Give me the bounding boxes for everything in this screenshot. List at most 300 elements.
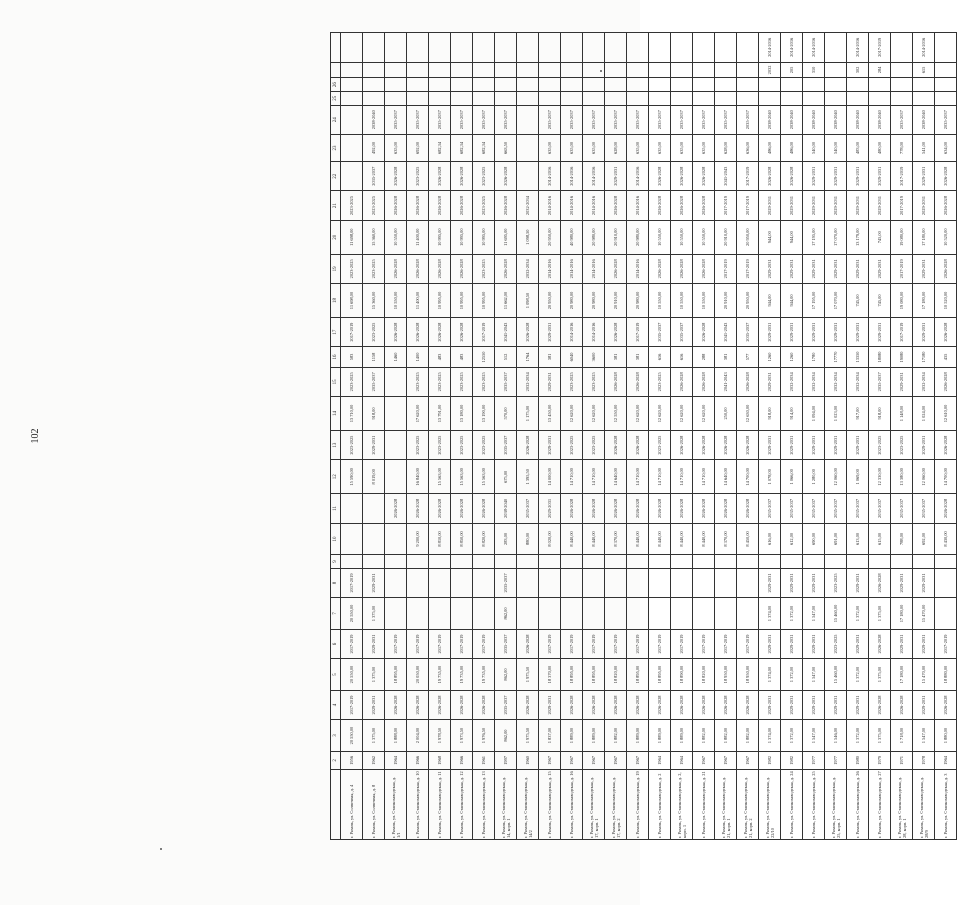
table-cell xyxy=(847,555,869,569)
table-cell xyxy=(429,568,451,597)
table-cell: 2035-2037 xyxy=(847,494,869,523)
table-cell xyxy=(715,91,737,105)
table-cell xyxy=(627,598,649,630)
table-cell: 2023-2025 xyxy=(429,367,451,396)
table-cell: 18 895,00 xyxy=(561,659,583,691)
table-cell: 2023-2025 xyxy=(561,430,583,459)
table-cell: 283,00 xyxy=(495,523,517,555)
table-cell: 2029-2031 xyxy=(803,191,825,220)
table-cell: 2035-2037 xyxy=(495,105,517,134)
table-cell: 8 440,00 xyxy=(693,523,715,555)
table-cell: 1966 xyxy=(407,751,429,769)
table-cell: 2026-2028 xyxy=(935,430,957,459)
table-cell xyxy=(803,78,825,92)
table-cell: 628,00 xyxy=(715,134,737,161)
table-cell: 2038-2040 xyxy=(803,105,825,134)
table-cell xyxy=(803,91,825,105)
table-cell: 914,00 xyxy=(781,397,803,431)
table-cell: 12 060,00 xyxy=(913,460,935,494)
table-row xyxy=(759,33,781,840)
table-cell: 2029-2031 xyxy=(847,191,869,220)
table-cell: 17 620,00 xyxy=(407,397,429,431)
table-cell: 2026-2028 xyxy=(429,690,451,719)
table-cell: 18 820,00 xyxy=(605,659,627,691)
table-cell: 692,00 xyxy=(407,134,429,161)
table-cell xyxy=(517,33,539,63)
table-cell: 1 023,00 xyxy=(825,397,847,431)
table-cell: 2029-2031 xyxy=(363,629,385,658)
table-cell: 2035-2037 xyxy=(781,494,803,523)
table-cell: 1 374,00 xyxy=(759,720,781,752)
table-cell: 20 910,00 xyxy=(605,220,627,254)
table-cell xyxy=(737,598,759,630)
table-cell: 2014-2016 xyxy=(561,317,583,346)
table-cell: 2026-2028 xyxy=(561,690,583,719)
table-cell: 17 195,00 xyxy=(803,220,825,254)
table-cell: 2035-2037 xyxy=(759,494,781,523)
table-cell xyxy=(605,91,627,105)
table-row xyxy=(693,33,715,840)
table-cell: 10 995,00 xyxy=(429,284,451,318)
table-cell: 2026-2028 xyxy=(649,162,671,191)
table-cell xyxy=(451,555,473,569)
table-cell xyxy=(385,430,407,459)
table-cell: 2029-2031 xyxy=(869,254,891,283)
table-cell: 2035-2037 xyxy=(891,494,913,523)
table-cell: 1 024,00 xyxy=(913,397,935,431)
table-cell xyxy=(473,555,495,569)
table-cell xyxy=(495,91,517,105)
table-cell xyxy=(561,568,583,597)
table-cell: 691,00 xyxy=(825,523,847,555)
table-cell: 2029-2031 xyxy=(913,690,935,719)
table-cell: 636,00 xyxy=(737,134,759,161)
table-cell: 10 995,00 xyxy=(473,284,495,318)
table-cell xyxy=(583,33,605,63)
table-cell: 2035-2037 xyxy=(429,105,451,134)
table-cell: 2026-2028 xyxy=(429,317,451,346)
table-cell: 540,00 xyxy=(825,134,847,161)
table-cell: 12 610,00 xyxy=(935,397,957,431)
table-cell: 635,00 xyxy=(627,134,649,161)
table-cell xyxy=(517,568,539,597)
table-cell: 10 995,00 xyxy=(473,220,495,254)
table-cell: 2023-2025 xyxy=(473,162,495,191)
table-cell: 2023-2025 xyxy=(341,430,363,459)
table-cell: 2023-2025 xyxy=(891,430,913,459)
table-cell xyxy=(891,91,913,105)
table-cell: 1964 xyxy=(671,751,693,769)
table-cell xyxy=(693,568,715,597)
table-cell: 2026-2028 xyxy=(473,494,495,523)
table-cell: 2035-2037 xyxy=(583,105,605,134)
table-cell: 2023-2025 xyxy=(583,367,605,396)
table-cell: 2017-2019 xyxy=(451,629,473,658)
table-cell: 1967 xyxy=(627,751,649,769)
table-cell: 616 xyxy=(671,347,693,367)
table-cell: 2026-2028 xyxy=(583,494,605,523)
table-cell: 2038-2040 xyxy=(759,105,781,134)
table-cell: 2026-2028 xyxy=(385,191,407,220)
table-cell: 2038-2040 xyxy=(363,105,385,134)
table-cell xyxy=(495,33,517,63)
table-cell: 2026-2028 xyxy=(627,367,649,396)
table-cell: 2029-2031 xyxy=(891,629,913,658)
table-cell xyxy=(473,91,495,105)
table-cell: 2023-2025 xyxy=(825,629,847,658)
table-cell xyxy=(583,555,605,569)
address-cell: г. Рязань, ул. Станкозаводская, д. 14/2 xyxy=(517,769,539,839)
table-cell: 1 978,50 xyxy=(429,720,451,752)
table-cell: 2023-2025 xyxy=(363,317,385,346)
table-cell xyxy=(913,555,935,569)
address-cell: г. Рязань, ул. Станкозаводская, д. 19 xyxy=(627,769,649,839)
table-row xyxy=(451,33,473,840)
table-cell: 2023-2025 xyxy=(363,254,385,283)
table-cell: 2014-2016 xyxy=(561,162,583,191)
table-cell: 2023-2025 xyxy=(561,367,583,396)
table-cell: 2029-2031 xyxy=(825,191,847,220)
table-cell: 2029-2031 xyxy=(605,162,627,191)
table-cell: 2035-2037 xyxy=(451,105,473,134)
table-cell: 2029-2031 xyxy=(869,191,891,220)
table-cell: 381 xyxy=(539,347,561,367)
table-cell xyxy=(341,134,363,161)
table-cell xyxy=(671,78,693,92)
table-cell: 2026-2028 xyxy=(385,317,407,346)
table-cell: 2026-2028 xyxy=(385,494,407,523)
table-cell: 310 xyxy=(803,62,825,78)
address-cell: г. Рязань, ул. Станкозаводская, д. 15 xyxy=(539,769,561,839)
table-cell: 2032-2034 xyxy=(847,367,869,396)
table-cell: 435 xyxy=(935,347,957,367)
table-cell xyxy=(429,598,451,630)
address-cell: г. Рязань, ул. Станкозаводская, д. 11 xyxy=(429,769,451,839)
table-cell: 2026-2028 xyxy=(737,690,759,719)
table-cell: 944,00 xyxy=(781,284,803,318)
table-cell: 483,00 xyxy=(847,134,869,161)
table-cell xyxy=(825,62,847,78)
table-cell: 862,00 xyxy=(495,598,517,630)
table-cell: 2035-2037 xyxy=(495,568,517,597)
table-cell xyxy=(737,91,759,105)
table-cell: 1 975,50 xyxy=(517,659,539,691)
table-cell xyxy=(935,568,957,597)
table-cell: 14 710,00 xyxy=(693,460,715,494)
table-cell: 2023-2025 xyxy=(341,254,363,283)
table-cell: 2026-2028 xyxy=(869,690,891,719)
table-cell: 1977 xyxy=(825,751,847,769)
header-cell: 16 xyxy=(331,347,341,367)
table-cell: 18 890,00 xyxy=(671,659,693,691)
table-cell: 1971 xyxy=(891,751,913,769)
table-cell xyxy=(539,568,561,597)
table-cell xyxy=(935,598,957,630)
table-cell: 18 895,00 xyxy=(627,659,649,691)
table-cell: 2032-2034 xyxy=(781,367,803,396)
table-row xyxy=(363,33,385,840)
table-cell: 17 180,00 xyxy=(913,220,935,254)
table-cell: 1977 xyxy=(803,751,825,769)
table-cell xyxy=(429,78,451,92)
table-cell: 612,00 xyxy=(781,523,803,555)
table-cell: 635,00 xyxy=(693,134,715,161)
table-cell: 10 520,00 xyxy=(935,284,957,318)
table-cell: 14 700,00 xyxy=(737,460,759,494)
table-cell: 862,00 xyxy=(495,659,517,691)
table-cell: 3600 xyxy=(583,347,605,367)
table-cell: 1 882,00 xyxy=(715,720,737,752)
table-cell: 2017-2019 xyxy=(341,568,363,597)
table-cell: 1997 xyxy=(495,751,517,769)
table-cell: 2023-2025 xyxy=(363,191,385,220)
table-cell xyxy=(605,78,627,92)
table-cell: 2017-2019 xyxy=(473,629,495,658)
table-row xyxy=(495,33,517,840)
table-cell: 2029-2031 xyxy=(539,430,561,459)
table-cell xyxy=(693,598,715,630)
table-cell: 2026-2028 xyxy=(605,191,627,220)
table-cell: 2041-2043 xyxy=(715,317,737,346)
table-cell: 2035-2037 xyxy=(935,105,957,134)
table-cell: 20 980,00 xyxy=(627,284,649,318)
table-cell: 2029-2031 xyxy=(781,191,803,220)
table-cell: 11 400,00 xyxy=(407,220,429,254)
table-cell: 13 380,00 xyxy=(891,460,913,494)
table-cell: 2029-2031 xyxy=(869,317,891,346)
table-cell: 2029-2031 xyxy=(759,317,781,346)
address-cell: г. Рязань, ул. Станкозаводская, д. 1/1 xyxy=(385,769,407,839)
table-cell xyxy=(429,33,451,63)
table-cell xyxy=(385,555,407,569)
table-cell: 2026-2028 xyxy=(759,162,781,191)
table-cell: 1 094,00 xyxy=(803,397,825,431)
table-cell: 635,00 xyxy=(539,134,561,161)
table-cell: 880,00 xyxy=(517,523,539,555)
table-cell: 8 370,00 xyxy=(715,523,737,555)
table-cell xyxy=(605,62,627,78)
table-cell: 2029-2031 xyxy=(825,690,847,719)
table-cell: 2023-2025 xyxy=(451,367,473,396)
table-cell xyxy=(935,33,957,63)
table-cell: 17 180,00 xyxy=(891,659,913,691)
table-cell: 2035-2037 xyxy=(495,430,517,459)
table-cell: 2023-2025 xyxy=(407,430,429,459)
table-cell: 2017-2019 xyxy=(693,629,715,658)
address-cell: г. Рязань, ул. Станкозаводская, д. 21, корп. 2 xyxy=(737,769,759,839)
table-cell: 10 550,00 xyxy=(671,284,693,318)
table-cell: 11 698,00 xyxy=(341,220,363,254)
table-row xyxy=(341,33,363,840)
table-cell: 2026-2028 xyxy=(649,494,671,523)
table-cell: 682,34 xyxy=(429,134,451,161)
address-cell: г. Рязань, ул. Станкозаводская, д. 24 xyxy=(781,769,803,839)
table-cell: 1 546,00 xyxy=(825,720,847,752)
table-cell: 2026-2028 xyxy=(715,690,737,719)
table-cell xyxy=(627,555,649,569)
table-cell xyxy=(451,568,473,597)
table-cell xyxy=(429,62,451,78)
table-cell: 1 837,00 xyxy=(539,720,561,752)
table-cell: 1982 xyxy=(781,751,803,769)
table-cell: 8 440,00 xyxy=(649,523,671,555)
table-cell: 19 080,00 xyxy=(891,220,913,254)
table-cell: 2041-2043 xyxy=(715,367,737,396)
table-cell: 2026-2028 xyxy=(429,494,451,523)
table-cell xyxy=(605,33,627,63)
table-cell xyxy=(539,91,561,105)
table-cell: 10 550,00 xyxy=(385,220,407,254)
table-cell xyxy=(737,78,759,92)
table-cell xyxy=(693,78,715,92)
table-cell: 2035-2037 xyxy=(627,105,649,134)
table-cell: 1 375,00 xyxy=(363,598,385,630)
table-cell: 2023-2025 xyxy=(649,430,671,459)
table-cell: 2026-2028 xyxy=(605,494,627,523)
table-cell xyxy=(781,555,803,569)
table-cell xyxy=(517,162,539,191)
table-cell: 1967 xyxy=(605,751,627,769)
table-cell xyxy=(517,91,539,105)
table-cell: 15 460,00 xyxy=(825,598,847,630)
table-cell xyxy=(627,568,649,597)
table-cell: 2038-2040 xyxy=(781,105,803,134)
table-cell: 13 179,00 xyxy=(847,220,869,254)
table-cell: 2014-2016 xyxy=(627,191,649,220)
table-cell: 1 973,50 xyxy=(451,720,473,752)
table-cell xyxy=(385,568,407,597)
table-cell: 2035-2037 xyxy=(495,367,517,396)
table-cell: 12 620,00 xyxy=(649,397,671,431)
table-cell: 2035-2037 xyxy=(473,105,495,134)
address-cell: г. Рязань, ул. Станкозаводская, д. 16 xyxy=(561,769,583,839)
table-cell: 2026-2028 xyxy=(407,254,429,283)
table-cell: 2014-2016 xyxy=(583,317,605,346)
table-cell: 20 910,00 xyxy=(605,284,627,318)
table-cell: 2026-2028 xyxy=(693,191,715,220)
table-cell: 12 620,00 xyxy=(671,397,693,431)
table-cell: 2026-2028 xyxy=(495,254,517,283)
table-cell: 2026-2028 xyxy=(407,690,429,719)
table-cell xyxy=(561,33,583,63)
table-cell: 1 066,00 xyxy=(781,460,803,494)
table-cell: 2026-2028 xyxy=(517,690,539,719)
header-cell: 13 xyxy=(331,430,341,459)
address-cell: г. Рязань, ул. Солнечная, д. 4 xyxy=(341,769,363,839)
table-cell: 2035-2037 xyxy=(517,494,539,523)
table-cell xyxy=(583,78,605,92)
table-cell: 778,00 xyxy=(891,134,913,161)
table-cell xyxy=(825,91,847,105)
table-cell xyxy=(649,78,671,92)
header-cell: 26 xyxy=(331,78,341,92)
table-cell: 1460 xyxy=(385,347,407,367)
table-cell xyxy=(451,78,473,92)
table-cell: 1 372,00 xyxy=(847,598,869,630)
table-cell: 2023-2025 xyxy=(649,367,671,396)
table-cell: 2017-2019 xyxy=(605,629,627,658)
table-cell: 17 180,00 xyxy=(913,284,935,318)
table-cell: 13 450,00 xyxy=(539,397,561,431)
table-cell: 486,00 xyxy=(781,134,803,161)
table-cell: 1 375,00 xyxy=(869,598,891,630)
table-cell xyxy=(715,33,737,63)
table-cell: 2026-2028 xyxy=(671,367,693,396)
table-cell: 15 470,00 xyxy=(913,659,935,691)
table-cell: 2035-2037 xyxy=(891,105,913,134)
table-cell: 2032-2034 xyxy=(803,367,825,396)
table-cell: 8 020,00 xyxy=(539,523,561,555)
table-cell: 2032-2034 xyxy=(517,254,539,283)
table-cell: 2023-2025 xyxy=(451,430,473,459)
table-cell: 2029-2031 xyxy=(825,430,847,459)
table-cell: 2026-2028 xyxy=(385,690,407,719)
table-cell: 541,00 xyxy=(913,134,935,161)
table-cell xyxy=(385,367,407,396)
table-cell: 10 995,00 xyxy=(451,220,473,254)
table-cell: 2014-2016 xyxy=(561,254,583,283)
table-cell xyxy=(385,78,407,92)
table-cell: 2029-2031 xyxy=(825,162,847,191)
repair-schedule-table xyxy=(330,32,957,840)
table-cell: 1 069,00 xyxy=(847,460,869,494)
table-cell: 2032 xyxy=(759,62,781,78)
table-cell: 2029-2031 xyxy=(803,254,825,283)
table-cell: 2029-2031 xyxy=(539,367,561,396)
table-cell: 2026-2028 xyxy=(671,430,693,459)
table-cell: 2035-2037 xyxy=(605,105,627,134)
table-cell: 2023-2025 xyxy=(407,162,429,191)
table-cell: 2029-2031 xyxy=(539,494,561,523)
table-cell: 2026-2028 xyxy=(869,629,891,658)
header-cell: 6 xyxy=(331,629,341,658)
table-cell: 13 791,00 xyxy=(429,397,451,431)
table-cell: 2035-2037 xyxy=(737,317,759,346)
table-cell: 2017-2019 xyxy=(341,690,363,719)
table-cell: 2023-2025 xyxy=(869,430,891,459)
table-cell xyxy=(671,91,693,105)
table-cell: 2035-2037 xyxy=(869,367,891,396)
table-cell: 15 360,00 xyxy=(363,220,385,254)
table-cell: 1982 xyxy=(759,751,781,769)
address-cell: г. Рязань, ул. Станкозаводская, д. 10 xyxy=(407,769,429,839)
table-cell: 1967 xyxy=(561,751,583,769)
table-cell xyxy=(451,62,473,78)
table-cell: 2029-2031 xyxy=(759,690,781,719)
table-cell: 1962 xyxy=(363,751,385,769)
table-cell xyxy=(825,555,847,569)
table-cell xyxy=(473,33,495,63)
table-cell xyxy=(385,523,407,555)
table-cell: 2017-2019 xyxy=(715,254,737,283)
table-row xyxy=(605,33,627,840)
table-cell: 2029-2031 xyxy=(363,690,385,719)
table-row xyxy=(627,33,649,840)
header-cell: 5 xyxy=(331,659,341,691)
header-cell: 19 xyxy=(331,254,341,283)
table-cell: 2026-2028 xyxy=(935,162,957,191)
header-cell: 11 xyxy=(331,494,341,523)
table-cell: 2029-2031 xyxy=(847,430,869,459)
table-cell: 2029-2031 xyxy=(803,430,825,459)
table-cell xyxy=(715,62,737,78)
table-cell: 10 550,00 xyxy=(693,220,715,254)
table-cell: 682,34 xyxy=(473,134,495,161)
table-cell: 1966 xyxy=(451,751,473,769)
table-cell: 682,34 xyxy=(451,134,473,161)
header-cell: 24 xyxy=(331,105,341,134)
table-cell: 8 450,00 xyxy=(737,523,759,555)
